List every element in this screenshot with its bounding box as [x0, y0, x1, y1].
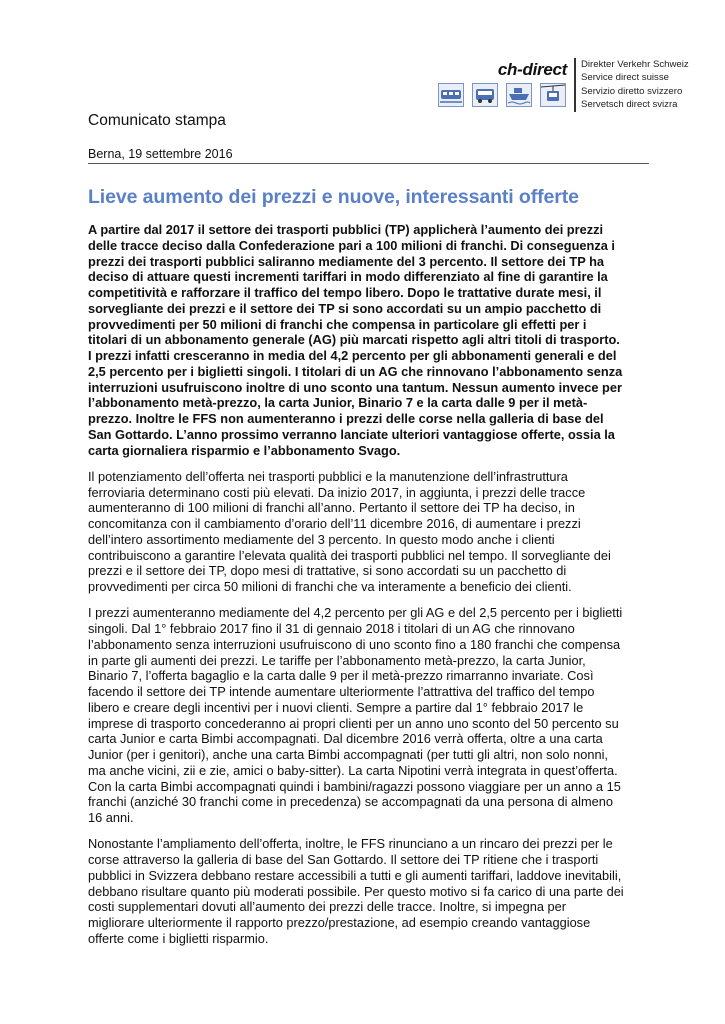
brand-line-fr: Service direct suisse — [581, 72, 669, 84]
document-label: Comunicato stampa — [88, 112, 226, 129]
header-rule — [88, 163, 649, 164]
article-body — [88, 222, 653, 957]
brand-name: ch-direct — [497, 60, 567, 79]
body-paragraph-1: Il potenziamento dell’offerta nei trasporti pubblici e la manutenzione dell’infrastruttura ferroviaria determinano costi più elevati. Da inizio 2017, in aggiunta, i prezzi delle tracce aumenteranno di 100 milioni di franchi all’anno. Pertanto il settore dei TP ha deciso, in concomitanza con il cambiamento d’orario dell’11 dicembre 2016, di aumentare i prezzi dell’intero assortimento mediamente del 3 percento. In questo modo anche i clienti contribuiscono a garantire l’elevata qualità dei trasporti pubblici nel tempo. Il sorvegliante dei prezzi e il settore dei TP, dopo mesi di trattative, si sono accordati su un pacchetto di provvedimenti per circa 50 milioni di franchi che va interamente a beneficio dei clienti. — [88, 468, 611, 594]
cable-car-icon — [540, 83, 566, 107]
page-title: Lieve aumento dei prezzi e nuove, interessanti offerte — [88, 186, 579, 208]
brand-tagline — [581, 58, 689, 111]
document-date: Berna, 19 settembre 2016 — [88, 147, 233, 161]
body-paragraph-3: Nonostante l’ampliamento dell’offerta, inoltre, le FFS rinunciano a un rincaro dei prezzi per le corse attraverso la galleria di base del San Gottardo. Il settore dei TP ritiene che i trasporti pubblici in Svizzera debbano restare accessibili a tutti e gli aumenti tariffari, laddove inevitabili, debbano risultare quanto più moderati possibile. Per questo motivo si fa carico di una parte dei costi supplementari dovuti all’aumento dei prezzi delle tracce. Inoltre, si impegna per migliorare ulteriormente il rapporto prezzo/prestazione, ad esempio creando vantaggiose offerte come i biglietti risparmio. — [88, 836, 624, 946]
ch-direct-logo — [438, 58, 700, 118]
train-icon — [438, 83, 464, 107]
logo-divider — [574, 58, 576, 112]
brand-line-it: Servizio diretto svizzero — [581, 85, 683, 97]
boat-icon — [506, 83, 532, 107]
body-paragraph-2: I prezzi aumenteranno mediamente del 4,2 percento per gli AG e del 2,5 percento per i biglietti singoli. Dal 1° febbraio 2017 fino il 31 di gennaio 2018 i titolari di un AG che rinnovano l’abbonamento senza interruzioni usufruiscono di uno sconto fino a 180 franchi che compensa in parte gli aumenti dei prezzi. Le tariffe per l’abbonamento metà-prezzo, la carta Junior, Binario 7, l’offerta bagaglio e la carta dalle 9 per il metà-prezzo rimarranno invariate. Così facendo il settore dei TP intende aumentare ulteriormente l’attrattiva del traffico del tempo libero e creare degli incentivi per i nuovi clienti. Sempre a partire dal 1° febbraio 2017 le imprese di trasporto concederanno ai propri clienti per un anno uno sconto del 50 percento su carta Junior e carta Bimbi accompagnati. Dal dicembre 2016 verrà offerta, oltre a una carta Junior (per i genitori), anche una carta Bimbi accompagnati (per tutti gli altri, non solo nonni, ma anche vicini, zii e zie, amici o baby-sitter). La carta Nipotini verrà integrata in quest’offerta. Con la carta Bimbi accompagnati quindi i bambini/ragazzi possono viaggiare per un anno a 15 franchi (anziché 30 franchi come in precedenza) se accompagnati da una persona di almeno 16 anni. — [88, 605, 623, 825]
brand-line-de: Direkter Verkehr Schweiz — [581, 59, 689, 70]
lead-paragraph: A partire dal 2017 il settore dei trasporti pubblici (TP) applicherà l’aumento dei prezzi delle tracce deciso dalla Confederazione pari a 100 milioni di franchi. Di conseguenza i prezzi dei trasporti pubblici saliranno mediamente del 3 percento. Il settore dei TP ha deciso di attuare questi incrementi tariffari in modo differenziato al fine di garantire la competitività e rafforzare il traffico del tempo libero. Dopo le trattative durate mesi, il sorvegliante dei prezzi e il settore dei TP si sono accordati su un ampio pacchetto di provvedimenti per 50 milioni di franchi che compensa in particolare gli effetti per i titolari di un abbonamento generale (AG) più marcati rispetto agli altri titoli di trasporto. I prezzi infatti cresceranno in media del 4,2 percento per gli abbonamenti generali e del 2,5 percento per i biglietti singoli. I titolari di un AG che rinnovano l’abbonamento senza interruzioni usufruiscono inoltre di uno sconto una tantum. Nessun aumento invece per l’abbonamento metà-prezzo, la carta Junior, Binario 7 e la carta dalle 9 per il metà- prezzo. Inoltre le FFS non aumenteranno i prezzi delle corse nella galleria di base del San Gottardo. L’anno prossimo verranno lanciate ulteriori vantaggiose offerte, ossia la carta giornaliera risparmio e l’abbonamento Svago. — [88, 222, 623, 458]
bus-icon — [472, 83, 498, 107]
brand-line-rm: Servetsch direct svizra — [581, 98, 678, 110]
